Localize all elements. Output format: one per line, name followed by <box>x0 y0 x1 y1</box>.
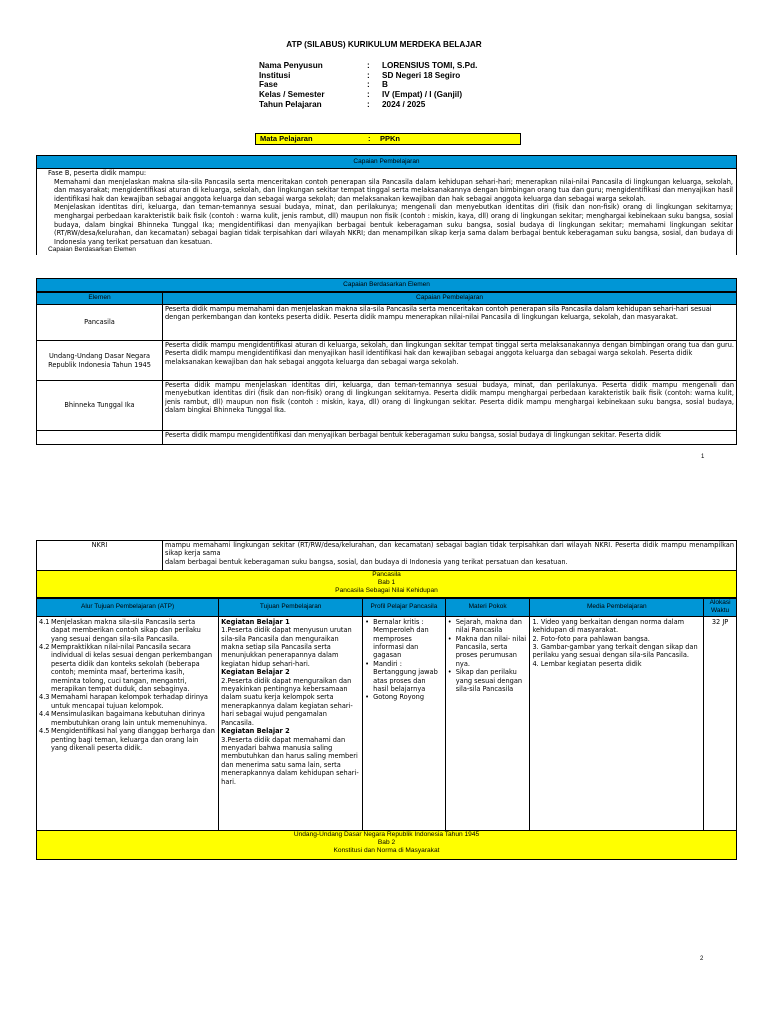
cp-elemen-note: Capaian Berdasarkan Elemen <box>48 246 136 254</box>
chapter-2-title: Konstitusi dan Norma di Masyarakat <box>333 847 440 854</box>
table-row <box>37 616 737 830</box>
tujuan-text: 3.Peserta didik dapat memahami dan menyadari bahwa manusia saling membutuhkan dan harus saling memberi dan menerima satu sama lain, serta menerapkannya dalam kehidupan sehari-hari. <box>221 735 359 786</box>
tujuan-text: 1.Peserta didik dapat menyusun urutan sila-sila Pancasila dan menguraikan makna setiap sila Pancasila serta menunjukkan penerapannya dalam kegiatan hidup sehari-hari. <box>221 626 352 668</box>
tujuan-text: 2.Peserta didik dapat menguraikan dan meyakinkan pentingnya kebersamaan dalam suatu kerja kelompok serta menerapkannya dalam kegiatan sehari-hari sebagai wujud pengamalan Pancasila. <box>221 676 353 727</box>
list-item: • Gotong Royong <box>365 693 424 702</box>
capaian-cell: Peserta didik mampu menjelaskan identitas diri, keluarga, dan teman-temannya sesuai budaya, minat, dan perilakunya. Peserta didik mampu mengenali dan menyebutkan identitas diri (fisik dan non-fisik) orang di lingkungan sekitarnya. Peserta didik mampu menghargai perbedaan karakteristik baik fisik (contoh: warna kulit, jenis rambut, dll) maupun non fisik (contoh : miskin, kaya, dll) orang di lingkungan sekitar. Peserta didik mampu menghargai kebinekaan suku bangsa, sosial budaya, dalam bingkai Bhinneka Tunggal Ika. <box>163 381 737 431</box>
page-number: 2 <box>700 956 704 962</box>
chapter-2-element: Undang-Undang Dasar Negara Republik Indonesia Tahun 1945 <box>293 831 480 838</box>
table-row <box>37 431 737 445</box>
kegiatan-heading: Kegiatan Belajar 2 <box>221 727 290 736</box>
elemen-cell: Undang-Undang Dasar Negara Republik Indonesia Tahun 1945 <box>37 341 163 381</box>
subject-label: Mata Pelajaran <box>260 134 313 143</box>
chapter-1-title: Pancasila Sebagai Nilai Kehidupan <box>335 587 438 594</box>
meta-row: Institusi : SD Negeri 18 Segiro <box>259 70 461 80</box>
list-item: • Sejarah, makna dan nilai Pancasila <box>447 617 522 635</box>
meta-label: Fase <box>259 80 278 90</box>
table-row <box>37 305 737 341</box>
profil-list <box>365 618 443 702</box>
elemen-header: Capaian Berdasarkan Elemen <box>36 278 737 292</box>
page-number: 1 <box>701 454 705 460</box>
chapter-1-number: Bab 1 <box>377 579 396 586</box>
meta-label: Institusi <box>259 70 291 80</box>
atp-table <box>36 598 737 831</box>
cp-header: Capaian Pembelajaran <box>36 155 737 169</box>
bullet-icon: • <box>447 668 452 677</box>
meta-label: Tahun Pelajaran <box>259 99 322 109</box>
table-row <box>37 541 737 571</box>
cp-paragraph-2: Menjelaskan identitas diri, keluarga, dan teman-temannya sesuai budaya, minat, dan perilakunya; mengenali dan menyebutkan identitas diri (fisik dan non-fisik) orang di lingkungan sekitarnya; menghargai perbedaan karakteristik baik fisik (contoh : warna kulit, jenis rambut, dll) maupun non fisik (contoh : miskin, kaya, dll) orang di lingkungan sekitar; menghargai kebinekaan suku bangsa, sosial budaya, dalam bingkai Bhinneka Tunggal Ika; mengidentifikasi dan menyajikan berbagai bentuk keberagaman suku bangsa, sosial budaya di lingkungan sekitar; memahami lingkungan sekitar (RT/RW/desa/kelurahan, dan kecamatan) sebagai bagian tidak terpisahkan dari wilayah NKRI; dan menampilkan sikap kerja sama dalam berbagai bentuk keberagaman suku bangsa, sosial, dan budaya di Indonesia yang terikat persatuan dan kesatuan. <box>54 203 733 246</box>
list-item: 4.4 Mensimulasikan bagaimana kebutuhan dirinya membutuhkan orang lain untuk memenuhinya. <box>39 710 208 727</box>
capaian-cell: Peserta didik mampu mengidentifikasi dan menyajikan berbagai bentuk keberagaman suku bangsa, sosial budaya di lingkungan sekitar. Peserta didik <box>163 431 737 445</box>
elemen-cell <box>37 431 163 445</box>
col-capaian: Capaian Pembelajaran <box>163 293 737 305</box>
meta-row: Tahun Pelajaran : 2024 / 2025 <box>259 99 426 109</box>
col-media: Media Pembelajaran <box>530 599 704 617</box>
list-item: • Bernalar kritis : Memperoleh dan memproses informasi dan gagasan <box>365 617 429 660</box>
capaian-cell: Peserta didik mampu memahami dan menjelaskan makna sila-sila Pancasila serta menceritakan contoh penerapan sila Pancasila dalam kehidupan sehari-hari sesuai dengan perkembangan dan konteks peserta didik. Peserta didik mampu menerapkan nilai-nilai Pancasila di lingkungan keluarga, sekolah, dan masyarakat. <box>163 305 737 341</box>
list-item: • Sikap dan perilaku yang sesuai dengan sila-sila Pancasila <box>447 668 523 694</box>
meta-label: Kelas / Semester <box>259 90 325 100</box>
atp-cell <box>37 616 219 830</box>
table-row <box>37 341 737 381</box>
meta-value: IV (Empat) / I (Ganjil) <box>382 90 463 100</box>
col-elemen: Elemen <box>37 293 163 305</box>
list-item: 4.5 Mengidentifikasi hal yang dianggap berharga dan penting bagi teman, keluarga dan orang lain yang dikenali peserta didik. <box>39 727 215 752</box>
chapter-2-band <box>36 830 737 860</box>
materi-cell <box>445 616 530 830</box>
subject-bar: Mata Pelajaran : PPKn <box>255 133 521 145</box>
page-1 <box>0 0 768 480</box>
cp-intro: Fase B, peserta didik mampu: <box>48 169 147 177</box>
nkri-table <box>36 540 737 571</box>
col-tujuan: Tujuan Pembelajaran <box>219 599 363 617</box>
atp-list <box>39 618 216 753</box>
profil-cell <box>363 616 446 830</box>
bullet-icon: • <box>447 634 452 643</box>
media-item: 3. Gambar-gambar yang terkait dengan sikap dan perilaku yang sesuai dengan sila-sila Pancasila. <box>532 643 698 660</box>
elemen-table-head <box>37 293 737 305</box>
chapter-1-element: Pancasila <box>372 571 401 578</box>
document-meta <box>259 61 477 110</box>
meta-label: Nama Penyusun <box>259 61 323 70</box>
meta-row: Nama Penyusun : LORENSIUS TOMI, S.Pd. <box>259 61 478 70</box>
chapter-2-number: Bab 2 <box>377 839 396 846</box>
capaian-cell: mampu memahami lingkungan sekitar (RT/RW/desa/kelurahan, dan kecamatan) sebagai bagian tidak terpisahkan dari wilayah NKRI. Peserta didik mampu menampilkan sikap kerja sama dalam berbagai bentuk keberagaman suku bangsa, sosial, dan budaya di Indonesia yang terikat persatuan dan kesatuan. <box>163 541 737 571</box>
meta-row: Fase : B <box>259 80 388 90</box>
col-atp: Alur Tujuan Pembelajaran (ATP) <box>37 599 219 617</box>
media-item: 2. Foto-foto para pahlawan bangsa. <box>532 634 650 643</box>
bullet-icon: • <box>365 693 370 702</box>
col-materi: Materi Pokok <box>445 599 530 617</box>
kegiatan-heading: Kegiatan Belajar 2 <box>221 668 290 677</box>
meta-value: B <box>382 80 388 90</box>
media-item: 4. Lembar kegiatan peserta didik <box>532 659 642 668</box>
atp-table-head <box>37 599 737 617</box>
media-cell <box>530 616 704 830</box>
meta-value: SD Negeri 18 Segiro <box>382 70 461 80</box>
capaian-cell: Peserta didik mampu mengidentifikasi aturan di keluarga, sekolah, dan lingkungan sekitar tempat tinggal serta melaksanakannya dengan bimbingan orang tua dan guru. Peserta didik mampu mengidentifikasi dan menyajikan hasil identifikasi hak dan kewajiban sebagai anggota keluarga dan sebagai warga sekolah. Peserta didik melaksanakan kewajiban dan hak sebagai anggota keluarga dan sebagai warga sekolah. <box>163 341 737 381</box>
elemen-cell: Bhinneka Tunggal Ika <box>37 381 163 431</box>
tujuan-cell <box>219 616 363 830</box>
page-2 <box>0 480 768 1024</box>
media-item: 1. Video yang berkaitan dengan norma dalam kehidupan di masyarakat. <box>532 617 685 635</box>
alokasi-cell: 32 JP <box>704 616 737 830</box>
bullet-icon: • <box>365 617 370 626</box>
meta-value: 2024 / 2025 <box>382 99 426 109</box>
cp-paragraph-1: Memahami dan menjelaskan makna sila-sila Pancasila serta menceritakan contoh penerapan sila Pancasila dalam kehidupan sehari-hari; menerapkan nilai-nilai Pancasila di lingkungan keluarga, sekolah, dan masyarakat; mengidentifikasi aturan di keluarga, sekolah, dan lingkungan sekitar tempat tinggal serta melaksanakannya dengan bimbingan orang tua dan guru; mengidentifikasi dan menyajikan hasil identifikasi hak dan kewajiban sebagai anggota keluarga dan sebagai warga sekolah; dan melaksanakan kewajiban dan hak sebagai anggota keluarga dan sebagai warga sekolah. <box>54 177 733 203</box>
chapter-1-band <box>36 570 737 598</box>
elemen-cell: NKRI <box>37 541 163 571</box>
col-alokasi: Alokasi Waktu <box>704 599 737 617</box>
list-item: • Mandiri : Bertanggung jawab atas proses dan hasil belajarnya <box>365 659 438 694</box>
bullet-icon: • <box>447 617 452 626</box>
document-title: ATP (SILABUS) KURIKULUM MERDEKA BELAJAR <box>286 40 482 49</box>
bullet-icon: • <box>365 659 370 668</box>
list-item: • Makna dan nilai- nilai Pancasila, serta proses perumusan nya. <box>447 634 527 668</box>
cp-body <box>36 169 737 255</box>
list-item: 4.3 Memahami harapan kelompok terhadap dirinya untuk mencapai tujuan kelompok. <box>39 693 208 710</box>
subject-value: PPKn <box>380 134 401 143</box>
elemen-table <box>36 292 737 445</box>
kegiatan-heading: Kegiatan Belajar 1 <box>221 617 290 626</box>
elemen-cell: Pancasila <box>37 305 163 341</box>
meta-row: Kelas / Semester : IV (Empat) / I (Ganjil) <box>259 90 463 100</box>
list-item: 4.1 Menjelaskan makna sila-sila Pancasila serta dapat memberikan contoh sikap dan perilaku yang sesuai dengan sila-sila Pancasila. <box>39 617 201 643</box>
meta-value: LORENSIUS TOMI, S.Pd. <box>382 61 478 70</box>
table-row <box>37 381 737 431</box>
materi-list <box>448 618 528 694</box>
col-profil: Profil Pelajar Pancasila <box>363 599 446 617</box>
list-item: 4.2 Mempraktikkan nilai-nilai Pancasila secara individual di kelas sesuai dengan perkembangan peserta didik dan konteks sekolah (beberapa contoh; meminta maaf, berterima kasih, meminta tolong, cuci tangan, mengantri, merapikan tempat duduk, dan sebaginya. <box>39 643 213 694</box>
